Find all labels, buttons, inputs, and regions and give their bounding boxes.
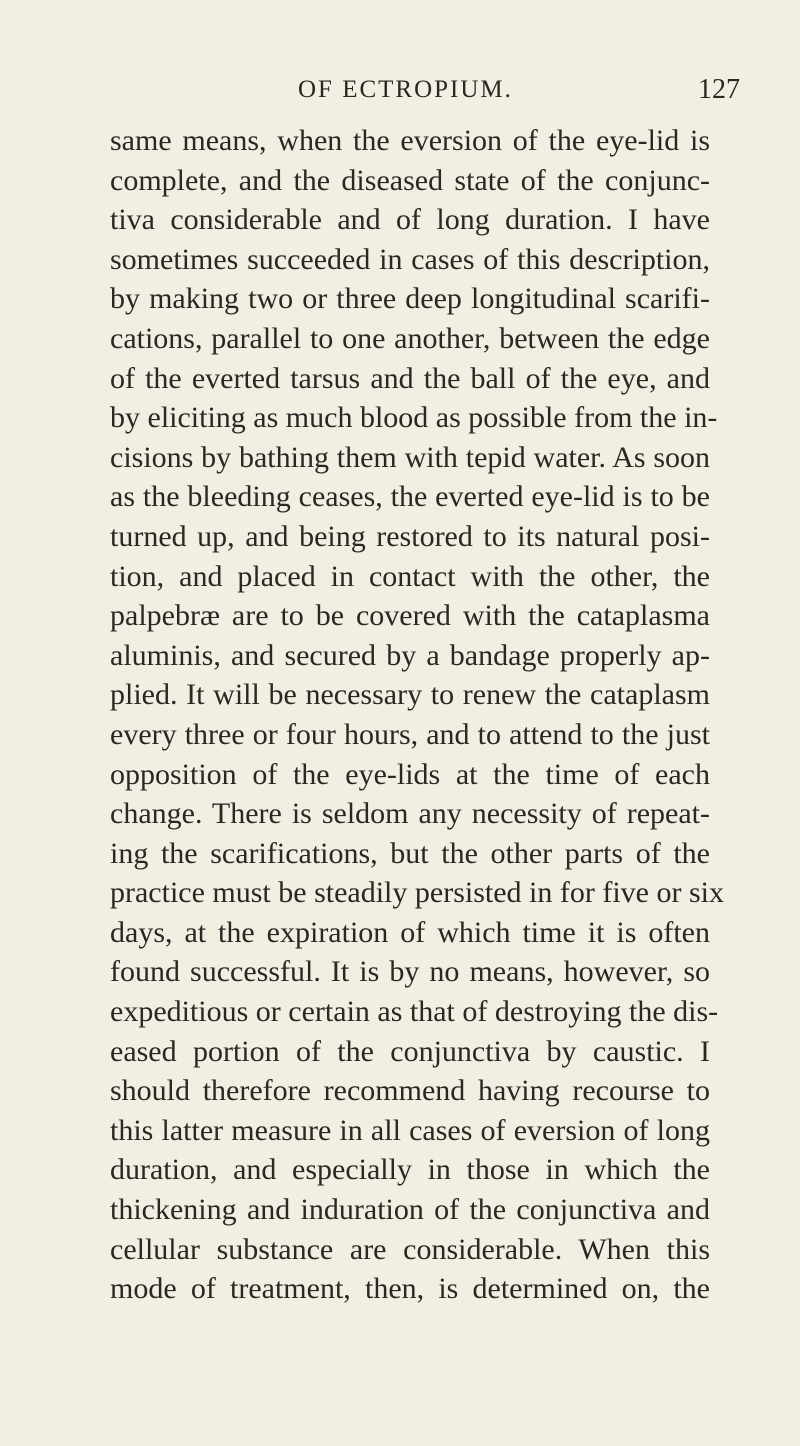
text-line: mode of treatment, then, is determined on, the — [110, 1272, 710, 1306]
text-line: ing the scarifications, but the other parts of the — [110, 836, 710, 870]
text-line: duration, and especially in those in which the — [110, 1153, 710, 1187]
text-line: every three or four hours, and to attend to the just — [110, 717, 710, 751]
text-line: cellular substance are considerable. When this — [110, 1232, 710, 1266]
text-line: cations, parallel to one another, between the edge — [110, 321, 710, 355]
text-line: days, at the expiration of which time it is often — [110, 915, 710, 949]
text-line: tiva considerable and of long duration. I have — [110, 203, 710, 237]
text-line: as the bleeding ceases, the everted eye-lid is to be — [110, 480, 710, 514]
text-line: by making two or three deep longitudinal scarifi- — [110, 282, 710, 316]
text-line: cisions by bathing them with tepid water. As soon — [110, 440, 710, 474]
text-line: practice must be steadily persisted in for five or six — [110, 876, 724, 910]
text-line: turned up, and being restored to its natural posi- — [110, 519, 710, 553]
text-line: expeditious or certain as that of destroying the dis- — [110, 995, 719, 1029]
text-line: of the everted tarsus and the ball of the eye, and — [110, 361, 710, 395]
text-line: change. There is seldom any necessity of repeat- — [110, 797, 710, 831]
running-title: OF ECTROPIUM. — [298, 76, 513, 103]
text-line: complete, and the diseased state of the conjunc- — [110, 163, 710, 197]
text-line: eased portion of the conjunctiva by caustic. I — [110, 1034, 710, 1068]
text-line: same means, when the eversion of the eye-lid is — [110, 124, 710, 157]
text-line: should therefore recommend having recourse to — [110, 1074, 710, 1108]
text-line: sometimes succeeded in cases of this description, — [110, 242, 710, 276]
text-line: thickening and induration of the conjunctiva and — [110, 1193, 710, 1227]
text-line: this latter measure in all cases of eversion of long — [110, 1113, 710, 1147]
text-line: palpebræ are to be covered with the cataplasma — [110, 599, 710, 633]
text-line: opposition of the eye-lids at the time of each — [110, 757, 710, 791]
text-line: plied. It will be necessary to renew the cataplasm — [110, 678, 710, 712]
running-head — [0, 74, 800, 114]
text-line: tion, and placed in contact with the other, the — [110, 559, 710, 593]
page-number: 127 — [698, 74, 740, 105]
text-line: found successful. It is by no means, however, so — [110, 955, 710, 989]
text-line: by eliciting as much blood as possible from the in- — [110, 401, 718, 435]
body-paragraph — [110, 121, 724, 1309]
text-line: aluminis, and secured by a bandage properly ap- — [110, 638, 710, 672]
